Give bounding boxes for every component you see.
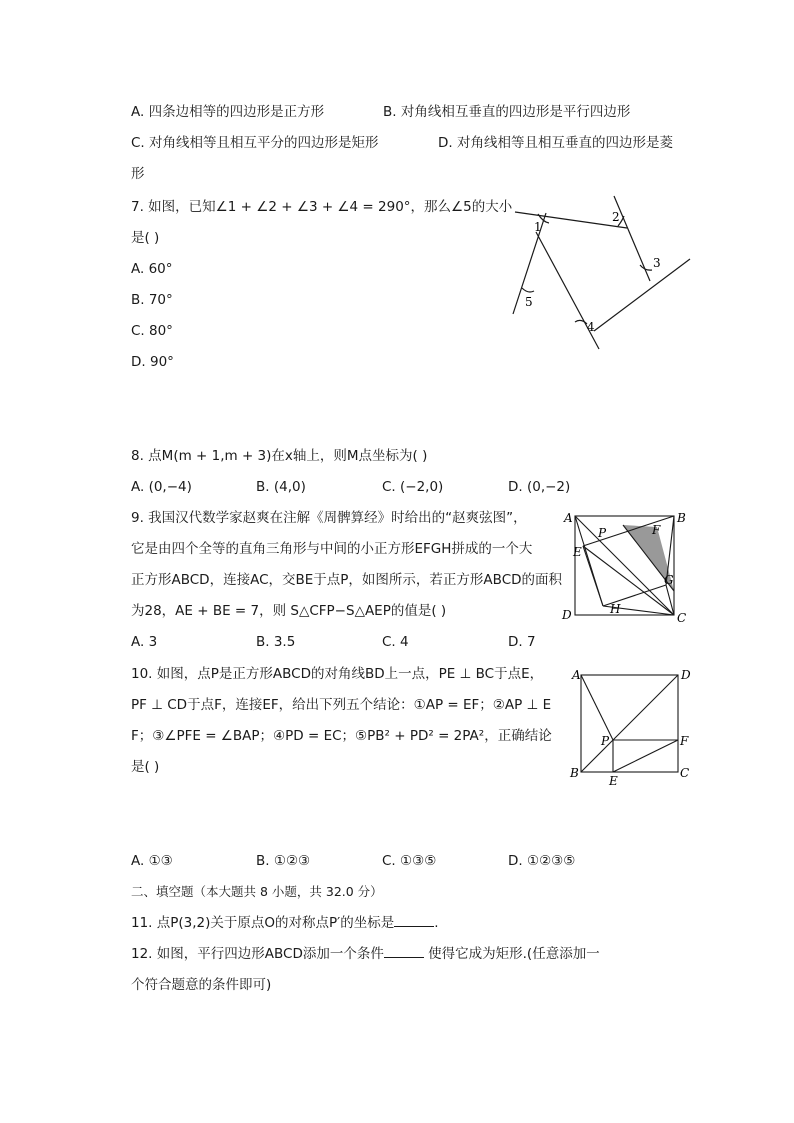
q9-stem-line3: 正方形ABCD，连接AC，交BE于点P，如图所示，若正方形ABCD的面积: [131, 572, 563, 588]
q10-label-p: P: [601, 734, 610, 748]
q7-option-c: C. 80°: [131, 323, 173, 339]
q6-option-b: B. 对角线相互垂直的四边形是平行四边形: [383, 104, 631, 120]
q7-stem-line2: 是( ): [131, 230, 160, 246]
q10-stem-line4: 是( ): [131, 759, 160, 775]
q10-stem-line2: PF ⊥ CD于点F，连接EF，给出下列五个结论：①AP = EF；②AP ⊥ E: [131, 697, 552, 713]
q9-label-a: A: [564, 511, 573, 525]
q9-label-c: C: [677, 611, 687, 625]
q7-option-b: B. 70°: [131, 292, 173, 308]
q10-option-c: C. ①③⑤: [382, 853, 437, 869]
q9-stem-line4: 为28，AE + BE = 7，则 S△CFP−S△AEP的值是( ): [131, 603, 447, 619]
q8-stem: 8. 点M(m + 1,m + 3)在x轴上，则M点坐标为( ): [131, 448, 428, 464]
q12-stem-line1: [131, 945, 600, 963]
q7-option-d: D. 90°: [131, 354, 174, 370]
q7-label-3: 3: [653, 256, 661, 270]
q10-stem-line3: F；③∠PFE = ∠BAP；④PD = EC；⑤PB² + PD² = 2PA²，正确结论: [131, 728, 552, 744]
q9-option-b: B. 3.5: [256, 634, 296, 650]
q12-text-before: 12. 如图，平行四边形ABCD添加一个条件: [131, 946, 384, 962]
q9-option-c: C. 4: [382, 634, 409, 650]
q7-stem-line1: 7. 如图，已知∠1 + ∠2 + ∠3 + ∠4 = 290°，那么∠5的大小: [131, 199, 513, 215]
q9-option-a: A. 3: [131, 634, 158, 650]
q7-label-1: 1: [534, 220, 542, 234]
q12-text-after: 使得它成为矩形.(任意添加一: [423, 946, 600, 962]
q10-square-figure: [564, 662, 699, 787]
q10-label-b: B: [570, 766, 579, 780]
q9-label-b: B: [677, 511, 686, 525]
q6-option-d-wrap: 形: [131, 166, 145, 182]
q10-label-f: F: [680, 734, 689, 748]
q9-label-f: F: [652, 523, 661, 537]
q8-option-d: D. (0,−2): [508, 479, 571, 495]
q11-stem: [131, 914, 439, 932]
q6-option-d: D. 对角线相等且相互垂直的四边形是菱: [438, 135, 673, 151]
q9-label-d: D: [562, 608, 572, 622]
q9-option-d: D. 7: [508, 634, 536, 650]
q6-option-a: A. 四条边相等的四边形是正方形: [131, 104, 325, 120]
q9-stem-line1: 9. 我国汉代数学家赵爽在注解《周髀算经》时给出的“赵爽弦图”，: [131, 510, 527, 526]
q8-option-c: C. (−2,0): [382, 479, 444, 495]
q9-label-e: E: [573, 545, 582, 559]
q9-label-h: H: [610, 602, 621, 616]
q9-zhao-shuang-figure: [558, 505, 698, 625]
q8-option-b: B. (4,0): [256, 479, 306, 495]
q10-label-d: D: [681, 668, 691, 682]
q11-text-before: 11. 点P(3,2)关于原点O的对称点P′的坐标是: [131, 915, 395, 931]
q10-label-a: A: [572, 668, 581, 682]
q12-stem-line2: 个符合题意的条件即可): [131, 977, 272, 993]
q10-label-e: E: [609, 774, 618, 787]
q9-label-g: G: [664, 573, 674, 587]
q7-pentagon-figure: [505, 195, 700, 355]
q7-option-a: A. 60°: [131, 261, 173, 277]
q10-label-c: C: [680, 766, 690, 780]
q10-option-d: D. ①②③⑤: [508, 853, 576, 869]
q7-label-2: 2: [612, 210, 620, 224]
q6-option-c: C. 对角线相等且相互平分的四边形是矩形: [131, 135, 379, 151]
q11-answer-blank[interactable]: [394, 914, 434, 927]
q10-option-b: B. ①②③: [256, 853, 311, 869]
q10-stem-line1: 10. 如图，点P是正方形ABCD的对角线BD上一点，PE ⊥ BC于点E，: [131, 666, 544, 682]
q9-label-p: P: [598, 526, 607, 540]
q10-option-a: A. ①③: [131, 853, 173, 869]
q8-option-a: A. (0,−4): [131, 479, 192, 495]
q7-label-4: 4: [587, 320, 595, 334]
section2-heading: 二、填空题（本大题共 8 小题，共 32.0 分）: [131, 884, 383, 899]
q11-text-after: .: [434, 915, 439, 931]
q9-stem-line2: 它是由四个全等的直角三角形与中间的小正方形EFGH拼成的一个大: [131, 541, 533, 557]
q12-answer-blank[interactable]: [384, 945, 424, 958]
q7-label-5: 5: [525, 295, 533, 309]
